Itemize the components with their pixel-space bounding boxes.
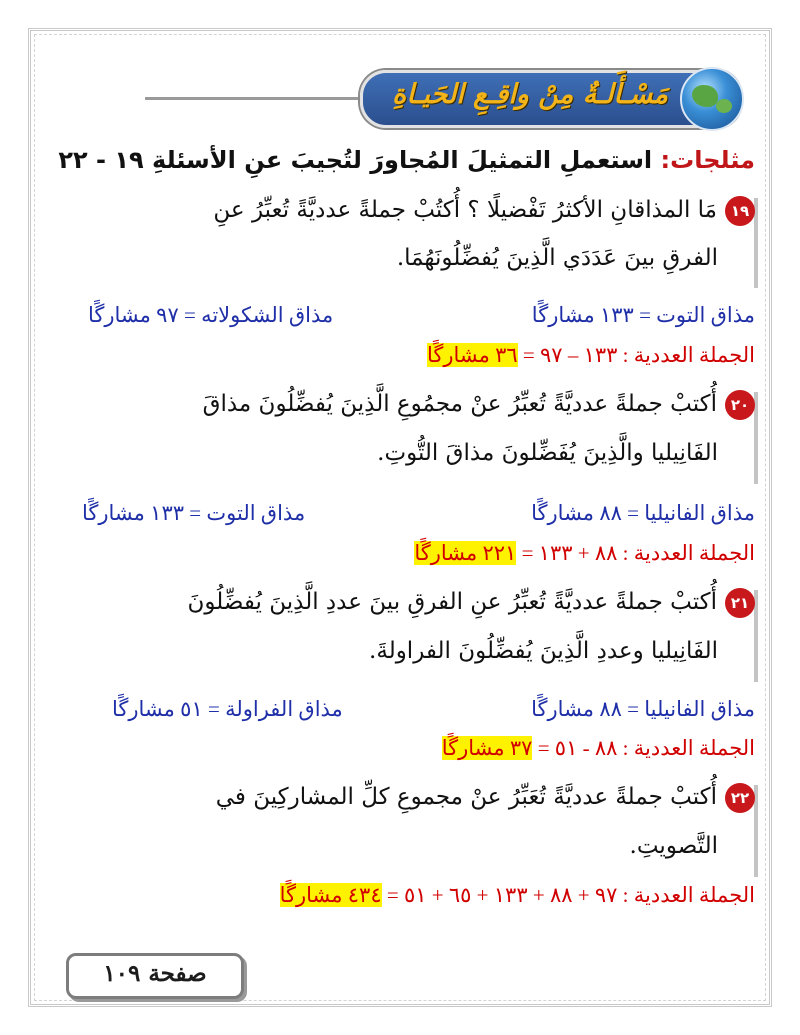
question-text: أُكتبْ جملةً عدديَّةً تُعبِّرُ عنِ الفرقِ بينَ عددِ الَّذِينَ يُفضِّلُونَ: [187, 589, 717, 615]
heading-label: مثلجات:: [660, 146, 755, 174]
question-21-line2: الفَانِيليا وعددِ الَّذِينَ يُفضِّلُونَ الفراولةَ.: [369, 638, 718, 664]
heading-text: استعملِ التمثيلَ المُجاورَ لتُجيبَ عنِ الأسئلةِ ١٩ - ٢٢: [58, 146, 661, 174]
question-21-line1: [188, 588, 755, 618]
question-text: أُكتبْ جملةً عدديَّةً تُعبِّرُ عنْ مجمُوعِ الَّذِينَ يُفضِّلُونَ مذاقَ: [202, 391, 717, 417]
equation-text: الجملة العددية : ٨٨ + ١٣٣ =: [516, 541, 755, 565]
question-19-line1: [213, 196, 755, 226]
section-banner: [360, 70, 741, 128]
equation-19: [427, 343, 755, 368]
page-number-box: [66, 953, 244, 999]
answer-19-b: مذاق الشكولاته = ٩٧ مشارگًا: [88, 303, 334, 327]
banner-rule: [145, 97, 395, 100]
answer-21-b: مذاق الفراولة = ٥١ مشارگًا: [112, 697, 343, 721]
problem-heading: [58, 146, 755, 174]
question-number-badge: ٢٢: [725, 783, 755, 813]
question-22-line1: [216, 783, 755, 813]
answer-20-a: مذاق الفانيليا = ٨٨ مشارگًا: [531, 501, 755, 525]
question-20-line1: [203, 390, 755, 420]
equation-text: الجملة العددية : ٨٨ - ٥١ =: [532, 736, 755, 760]
question-number-badge: ١٩: [725, 196, 755, 226]
equation-result: ٣٧ مشارگًا: [441, 736, 533, 760]
equation-result: ٢٢١ مشارگًا: [414, 541, 517, 565]
answer-21-a: مذاق الفانيليا = ٨٨ مشارگًا: [531, 697, 755, 721]
equation-result: ٣٦ مشارگًا: [426, 343, 518, 367]
equation-21: [442, 736, 755, 761]
banner-title: مَسْـأَلـةٌ مِنْ واقِـعِ الحَيـاةِ: [392, 79, 668, 110]
page-number: صفحة ١٠٩: [103, 960, 207, 987]
question-number-badge: ٢١: [725, 588, 755, 618]
question-text: مَا المذاقانِ الأكثرُ تَفْضيلًا ؟ أُكتُبْ جملةً عدديَّةً تُعبِّرُ عنِ: [213, 197, 717, 223]
equation-result: ٤٣٤ مشارگًا: [279, 883, 382, 907]
globe-icon: [680, 67, 744, 131]
answer-19-a: مذاق التوت = ١٣٣ مشارگًا: [531, 303, 755, 327]
question-22-line2: التَّصويتِ.: [629, 833, 718, 859]
question-text: أُكتبْ جملةً عدديَّةً تُعَبِّرُ عنْ مجموعِ كلِّ المشاركِينَ في: [215, 784, 717, 810]
equation-20: [414, 541, 755, 566]
equation-22: [280, 883, 755, 908]
question-20-line2: الفَانِيليا والَّذِينَ يُفَضِّلونَ مذاقَ التُّوتِ.: [377, 440, 718, 466]
equation-text: الجملة العددية : ١٣٣ – ٩٧ =: [517, 343, 755, 367]
equation-text: الجملة العددية : ٩٧ + ٨٨ + ١٣٣ + ٦٥ + ٥١ =: [381, 883, 755, 907]
question-number-badge: ٢٠: [725, 390, 755, 420]
question-19-line2: الفرقِ بينَ عَدَدَي الَّذِينَ يُفضِّلُونَهُمَا.: [396, 245, 718, 271]
answer-20-b: مذاق التوت = ١٣٣ مشارگًا: [82, 501, 306, 525]
